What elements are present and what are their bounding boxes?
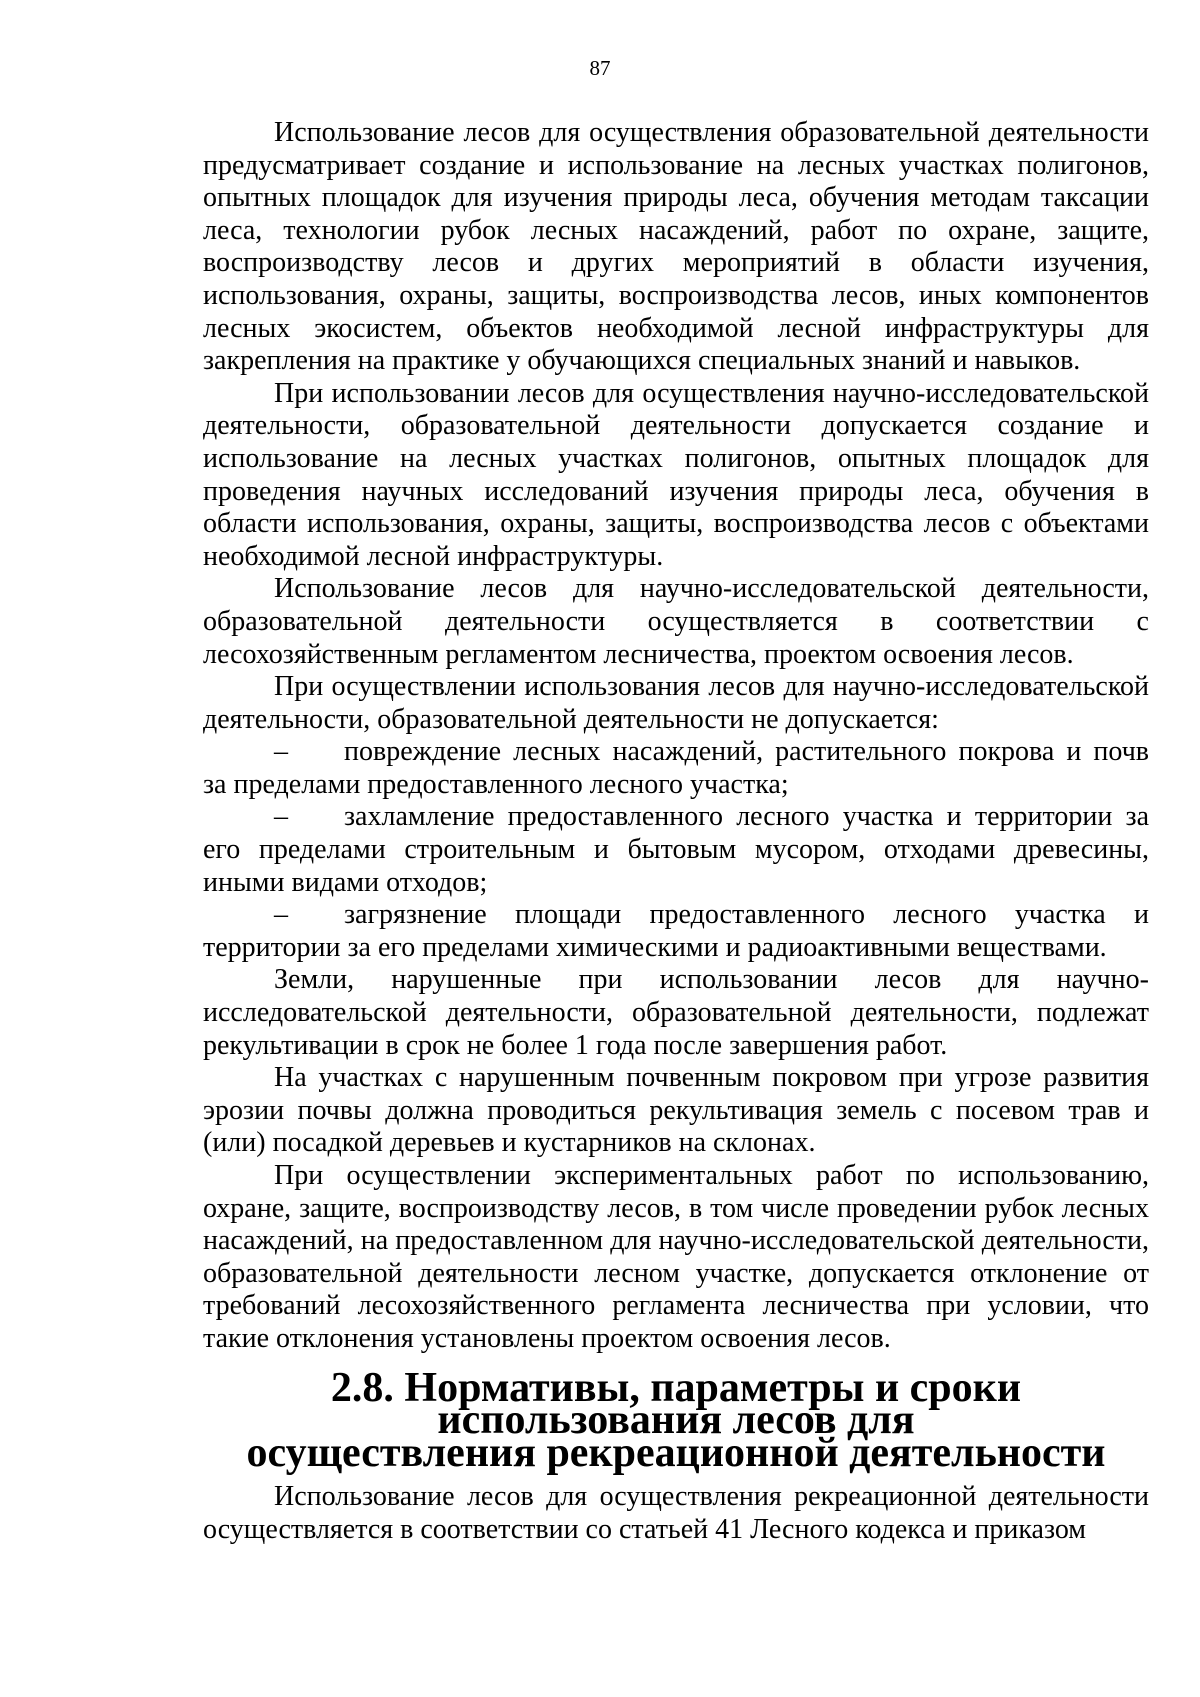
list-item-text: загрязнение площади предоставленного лесного участка и территории за его пределами химическими и радиоактивными веществами. [203, 899, 1149, 963]
page-number: 87 [589, 56, 611, 80]
section-heading-line: осуществления рекреационной деятельности [246, 1429, 1106, 1476]
page-body [203, 117, 1149, 1547]
paragraph: При использовании лесов для осуществления научно-исследовательской деятельности, образовательной деятельности допускается создание и использование на лесных участках полигонов, опытных площадок для проведения научных исследований изучения природы леса, обучения в области использования, охраны, защиты, воспроизводства лесов с объектами необходимой лесной инфраструктуры. [203, 377, 1149, 572]
list-item [203, 899, 1149, 964]
list-item [203, 736, 1149, 801]
paragraph: Использование лесов для осуществления образовательной деятельности предусматривает создание и использование на лесных участках полигонов, опытных площадок для изучения природы леса, обучения методам таксации леса, технологии рубок лесных насаждений, работ по охране, защите, воспроизводству лесов и других мероприятий в области изучения, использования, охраны, защиты, воспроизводства лесов, иных компонентов лесных экосистем, объектов необходимой лесной инфраструктуры для закрепления на практике у обучающихся специальных знаний и навыков. [203, 117, 1149, 377]
list-item-text: повреждение лесных насаждений, растительного покрова и почв за пределами предоставленного лесного участка; [203, 736, 1149, 800]
paragraph: Использование лесов для осуществления рекреационной деятельности осуществляется в соответствии со статьей 41 Лесного кодекса и приказом [203, 1481, 1149, 1545]
list-item-text: захламление предоставленного лесного участка и территории за его пределами строительным и бытовым мусором, отходами древесины, иными видами отходов; [203, 801, 1149, 898]
paragraph: При осуществлении использования лесов для научно-исследовательской деятельности, образовательной деятельности не допускается: [203, 671, 1149, 735]
paragraph: На участках с нарушенным почвенным покровом при угрозе развития эрозии почвы должна проводиться рекультивация земель с посевом трав и (или) посадкой деревьев и кустарников на склонах. [203, 1062, 1149, 1159]
section-heading [203, 1364, 1149, 1476]
list-item [203, 801, 1149, 899]
list-dash: – [274, 736, 288, 768]
list-dash: – [274, 801, 288, 833]
list-dash: – [274, 899, 288, 931]
paragraph: При осуществлении экспериментальных работ по использованию, охране, защите, воспроизводству лесов, в том числе проведении рубок лесных насаждений, на предоставленном для научно-исследовательской деятельности, образовательной деятельности лесном участке, допускается отклонение от требований лесохозяйственного регламента лесничества при условии, что такие отклонения установлены проектом освоения лесов. [203, 1160, 1149, 1354]
paragraph: Использование лесов для научно-исследовательской деятельности, образовательной деятельности осуществляется в соответствии с лесохозяйственным регламентом лесничества, проектом освоения лесов. [203, 573, 1149, 670]
section-heading-line: 2.8. Нормативы, параметры и сроки использования лесов для [330, 1364, 1022, 1444]
paragraph: Земли, нарушенные при использовании лесов для научно-исследовательской деятельности, образовательной деятельности, подлежат рекультивации в срок не более 1 года после завершения работ. [203, 964, 1149, 1061]
